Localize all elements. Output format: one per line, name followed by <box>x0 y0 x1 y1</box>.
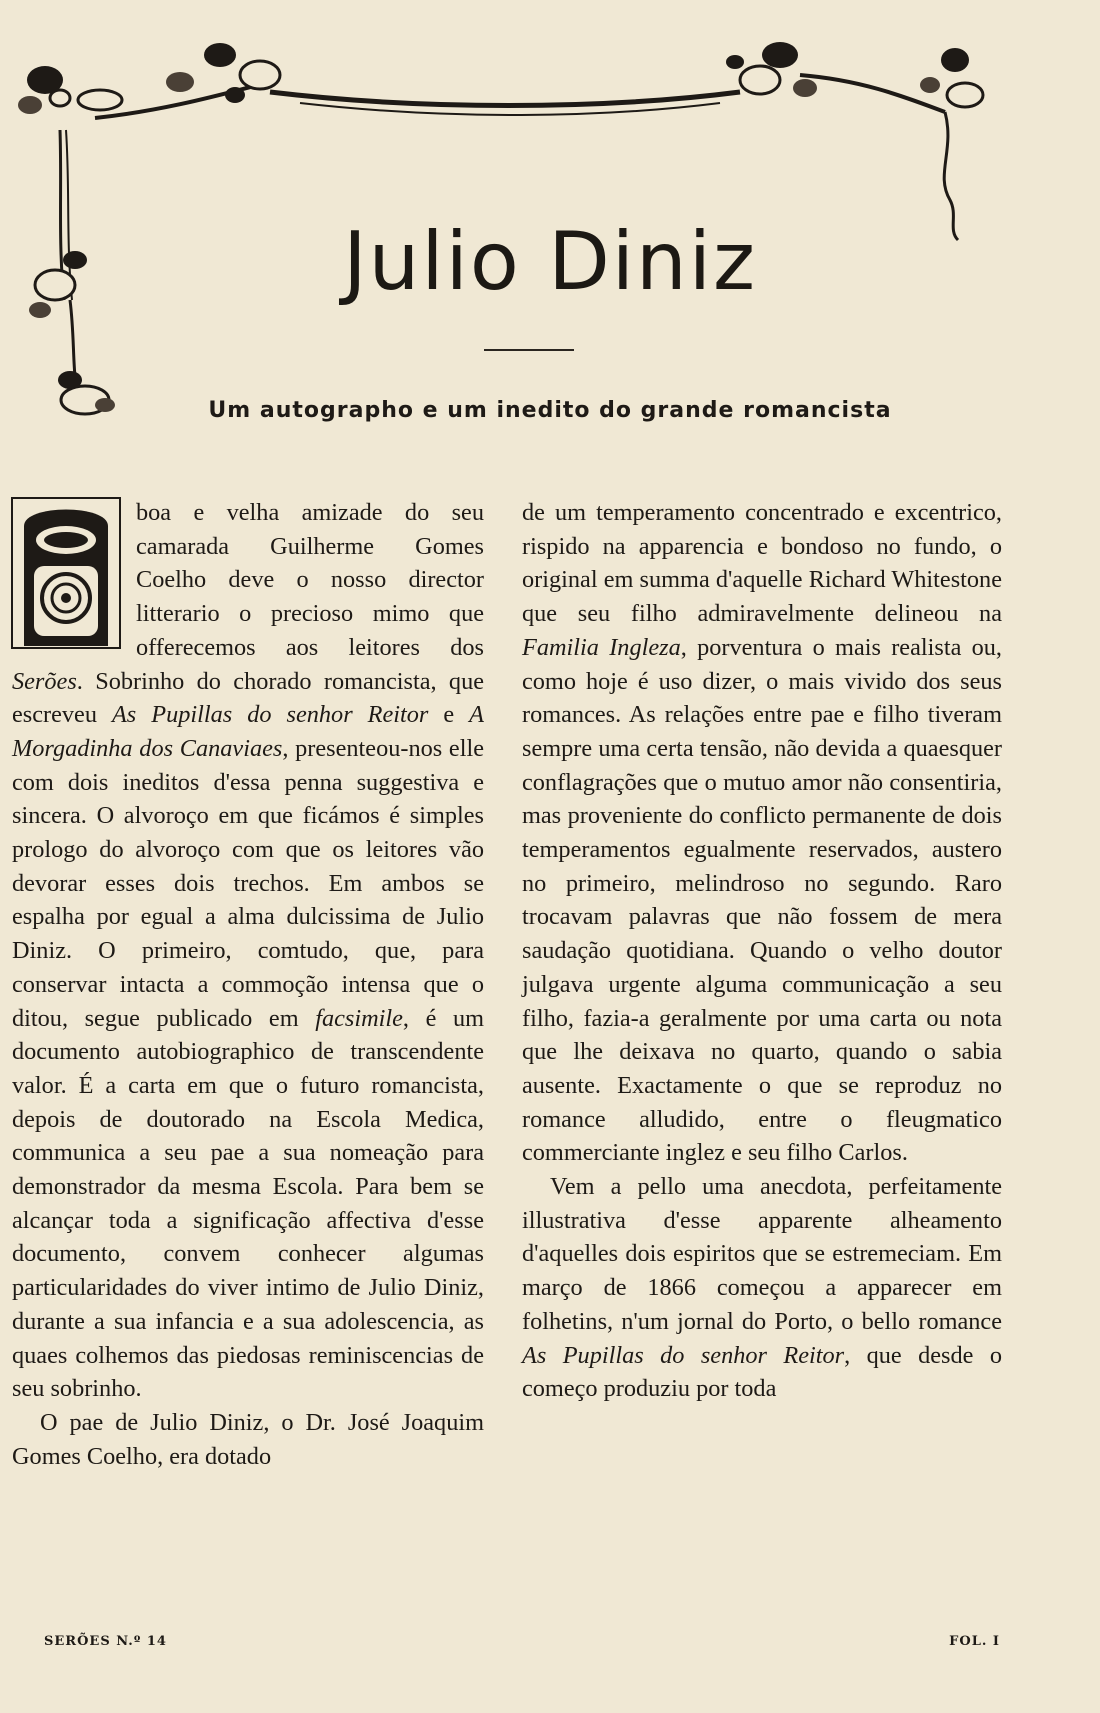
flower-cluster-right-top <box>920 48 983 107</box>
paragraph-text: , presenteou-nos elle com dois ineditos d'essa penna suggestiva e sincera. O alvoroço em que ficámos é simples prologo do alvoroço com que os leitores vão devorar esses dois trechos. Em ambos se espalha por egual a alma dulcissima de Julio Diniz. O primeiro, comtudo, que, para conservar intacta a commoção intensa que o ditou, segue publicado em <box>12 734 484 1032</box>
right-text-column <box>522 496 1002 1406</box>
paragraph-text: boa e velha amizade do seu camarada Guilherme Gomes Coelho deve o nosso director litterario o precioso mimo que offerecemos aos leitores dos <box>136 499 484 661</box>
italic-title: A Morgadinha dos Canaviaes <box>12 701 484 762</box>
paragraph-text: . Sobrinho do chorado romancista, que escreveu <box>12 667 484 729</box>
flower-cluster-left-top <box>18 66 122 114</box>
italic-term: facsimile <box>315 1004 403 1032</box>
flower-cluster-right-mid <box>726 42 817 97</box>
paragraph: O pae de Julio Diniz, o Dr. José Joaquim Gomes Coelho, era dotado <box>12 1408 484 1470</box>
italic-title: Serões <box>12 667 77 695</box>
paragraph-text: de um temperamento concentrado e excentrico, rispido na apparencia e bondoso no fundo, o original em summa d'aquelle Richard Whitestone que seu filho admiravelmente delineou na <box>522 499 1002 628</box>
paragraph <box>522 496 1002 1170</box>
paragraph-text: , que desde o começo produziu por toda <box>522 1341 1002 1403</box>
title-divider <box>484 349 574 351</box>
paragraph-text: , porventura o mais realista ou, como hoje é uso dizer, o mais vivido dos seus romances. As relações entre pae e filho tiveram sempre uma certa tensão, não devida a quaesquer conflagrações que o mutuo amor não consentiria, mas proveniente do conflicto permanente de dois temperamentos egualmente reservados, austero no primeiro, melindroso no segundo. Raro trocavam palavras que não fossem de mera saudação quotidiana. Quando o velho doutor julgava urgente alguma communicação a seu filho, fazia-a geralmente por uma carta ou nota que lhe deixava no quarto, quando o sabia ausente. Exactamente o que se reproduz no romance alludido, entre o fleugmatico commerciante inglez e seu filho Carlos. <box>522 633 1002 1167</box>
footer-folio: FOL. I <box>949 1634 1000 1649</box>
left-text-column <box>12 496 484 1473</box>
footer-issue: SERÕES N.º 14 <box>44 1634 167 1649</box>
paragraph-text: e <box>428 701 470 729</box>
italic-title: As Pupillas do senhor Reitor <box>522 1341 845 1369</box>
italic-title: As Pupillas do senhor Reitor <box>111 701 429 729</box>
italic-title: Familia Ingleza <box>522 633 681 661</box>
paragraph <box>12 496 484 1406</box>
article-title: Julio Diniz <box>343 215 757 308</box>
dropcap-a-icon <box>10 496 122 652</box>
article-subtitle: Um autographo e um inedito do grande romancista <box>208 398 892 423</box>
paragraph-text: Vem a pello uma anecdota, perfeitamente illustrativa d'esse apparente alheamento d'aquelles dois espiritos que se estremeciam. Em março de 1866 começou a apparecer em folhetins, n'um jornal do Porto, o bello romance <box>522 1173 1002 1335</box>
dropcap-initial <box>10 496 122 652</box>
paragraph <box>522 1170 1002 1406</box>
paragraph-text: , é um documento autobiographico de transcendente valor. É a carta em que o futuro romancista, depois de doutorado na Escola Medica, communica a seu pae a sua nomeação para demonstrador da mesma Escola. Para bem se alcançar toda a significação affectiva d'esse documento, convem conhecer algumas particularidades do viver intimo de Julio Diniz, durante a sua infancia e a sua adolescencia, as quaes colhemos das piedosas reminiscencias de seu sobrinho. <box>12 1004 484 1403</box>
